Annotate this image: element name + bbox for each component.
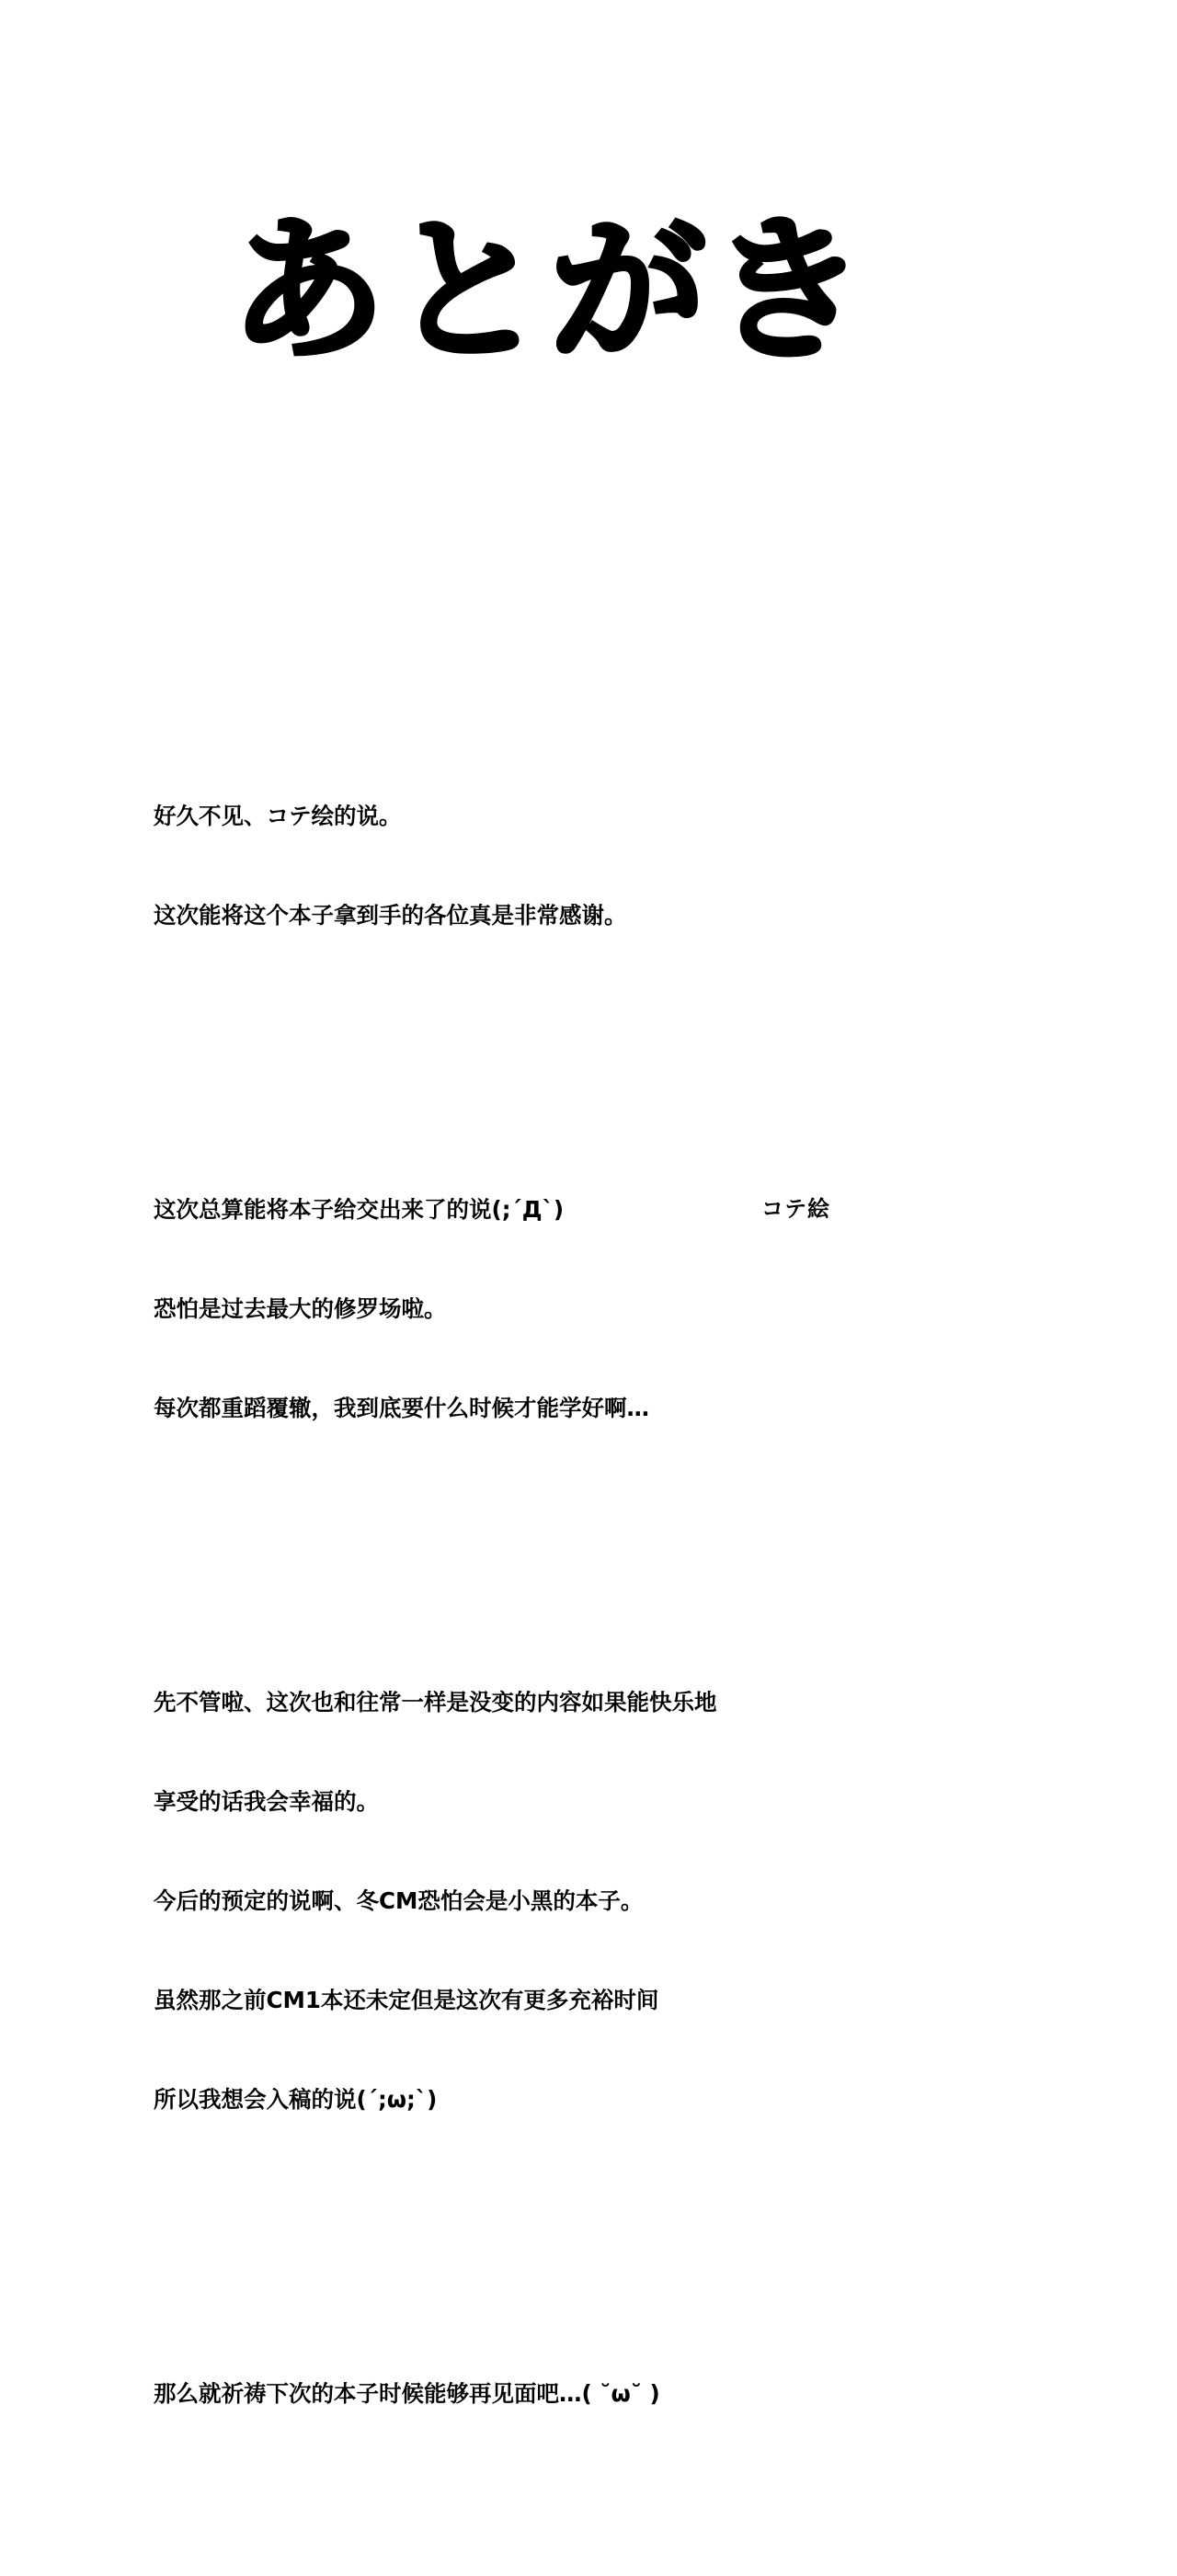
text-line: 那么就祈祷下次的本子时候能够再见面吧…( ˘ω˘ ) [154, 2380, 660, 2407]
paragraph [154, 734, 981, 998]
author-signature: コテ絵 [761, 1196, 830, 1222]
paragraph [154, 1620, 981, 2183]
text-line: 虽然那之前CM1本还未定但是这次有更多充裕时间 [154, 1987, 659, 2013]
text-line: 先不管啦、这次也和往常一样是没变的内容如果能快乐地 [154, 1689, 717, 1715]
text-line: 这次能将这个本子拿到手的各位真是非常感谢。 [154, 902, 627, 929]
page-title: あとがき [230, 200, 871, 382]
text-line: 今后的预定的说啊、冬CM恐怕会是小黑的本子。 [154, 1887, 644, 1914]
afterword-body [154, 634, 981, 2576]
paragraph [154, 2311, 981, 2477]
text-line: 这次总算能将本子给交出来了的说(;´Д`) [154, 1196, 565, 1223]
paragraph [154, 1127, 981, 1491]
text-line: 好久不见、コテ绘的说。 [154, 803, 402, 829]
text-line: 享受的话我会幸福的。 [154, 1788, 379, 1815]
text-line: 所以我想会入稿的说(´;ω;`) [154, 2086, 438, 2113]
text-line: 恐怕是过去最大的修罗场啦。 [154, 1295, 447, 1322]
text-line: 每次都重蹈覆辙，我到底要什么时候才能学好啊… [154, 1395, 649, 1421]
